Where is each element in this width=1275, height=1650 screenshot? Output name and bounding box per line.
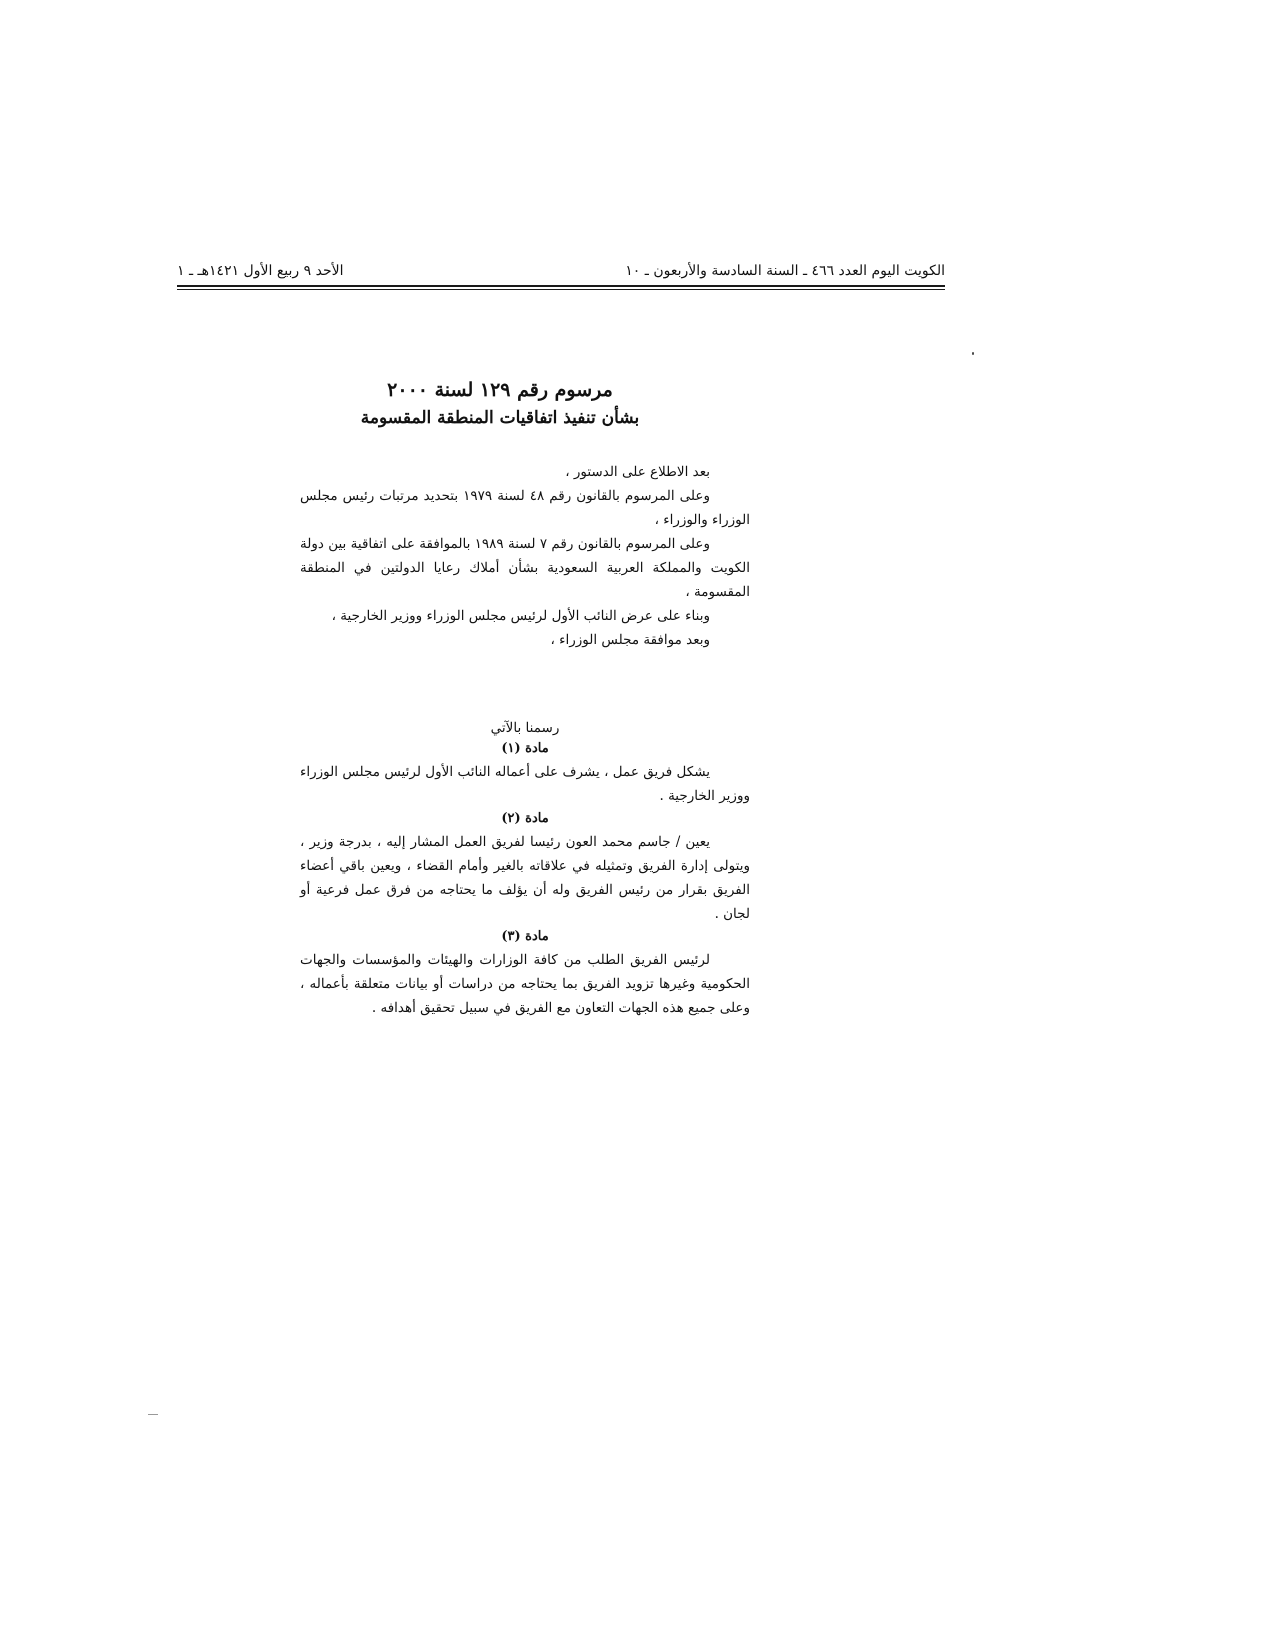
articles: [300, 738, 750, 1020]
preamble-paragraph: بعد الاطلاع على الدستور ،: [565, 464, 710, 480]
preamble-paragraph: وبناء على عرض النائب الأول لرئيس مجلس الوزراء ووزير الخارجية ،: [331, 608, 710, 624]
preamble-paragraph: وعلى المرسوم بالقانون رقم ٧ لسنة ١٩٨٩ بالموافقة على اتفاقية بين دولة الكويت والمملكة العربية السعودية بشأن أملاك رعايا الدولتين في المنطقة المقسومة ،: [300, 536, 750, 600]
gazette-issue-info: الكويت اليوم العدد ٤٦٦ ـ السنة السادسة والأربعون ـ ١٠: [625, 263, 945, 279]
preamble: [300, 460, 750, 652]
decree-title: مرسوم رقم ١٢٩ لسنة ٢٠٠٠: [387, 379, 613, 401]
preamble-paragraph: وعلى المرسوم بالقانون رقم ٤٨ لسنة ١٩٧٩ بتحديد مرتبات رئيس مجلس الوزراء والوزراء ،: [300, 488, 750, 528]
article-heading: مادة (١): [501, 741, 549, 756]
issue-date: الأحد ٩ ربيع الأول ١٤٢١هـ ـ ١: [177, 263, 344, 279]
header-rule-top: [177, 285, 945, 287]
article-body: يشكل فريق عمل ، يشرف على أعماله النائب الأول لرئيس مجلس الوزراء ووزير الخارجية .: [300, 764, 750, 804]
scan-speck: [972, 352, 974, 355]
article-body: لرئيس الفريق الطلب من كافة الوزارات والهيئات والمؤسسات والجهات الحكومية وغيرها تزويد الفريق بما يحتاجه من دراسات أو بيانات متعلقة بأعماله ، وعلى جميع هذه الجهات التعاون مع الفريق في سبيل تحقيق أهدافه .: [300, 952, 750, 1016]
page-header: [177, 262, 945, 284]
decree-subtitle: بشأن تنفيذ اتفاقيات المنطقة المقسومة: [360, 408, 640, 428]
preamble-paragraph: وبعد موافقة مجلس الوزراء ،: [550, 632, 710, 648]
header-rule-bottom: [177, 289, 945, 290]
scan-mark: [148, 1414, 158, 1415]
decree-enactment-line: رسمنا بالآتي: [490, 720, 560, 736]
decree-title-block: [350, 377, 650, 431]
article-heading: مادة (٣): [501, 929, 549, 944]
article-heading: مادة (٢): [501, 811, 549, 826]
article-body: يعين / جاسم محمد العون رئيسا لفريق العمل المشار إليه ، بدرجة وزير ، ويتولى إدارة الفريق وتمثيله في علاقاته بالغير وأمام القضاء ، ويعين باقي أعضاء الفريق بقرار من رئيس الفريق وله أن يؤلف ما يحتاجه من فرق عمل فرعية أو لجان .: [300, 834, 750, 922]
